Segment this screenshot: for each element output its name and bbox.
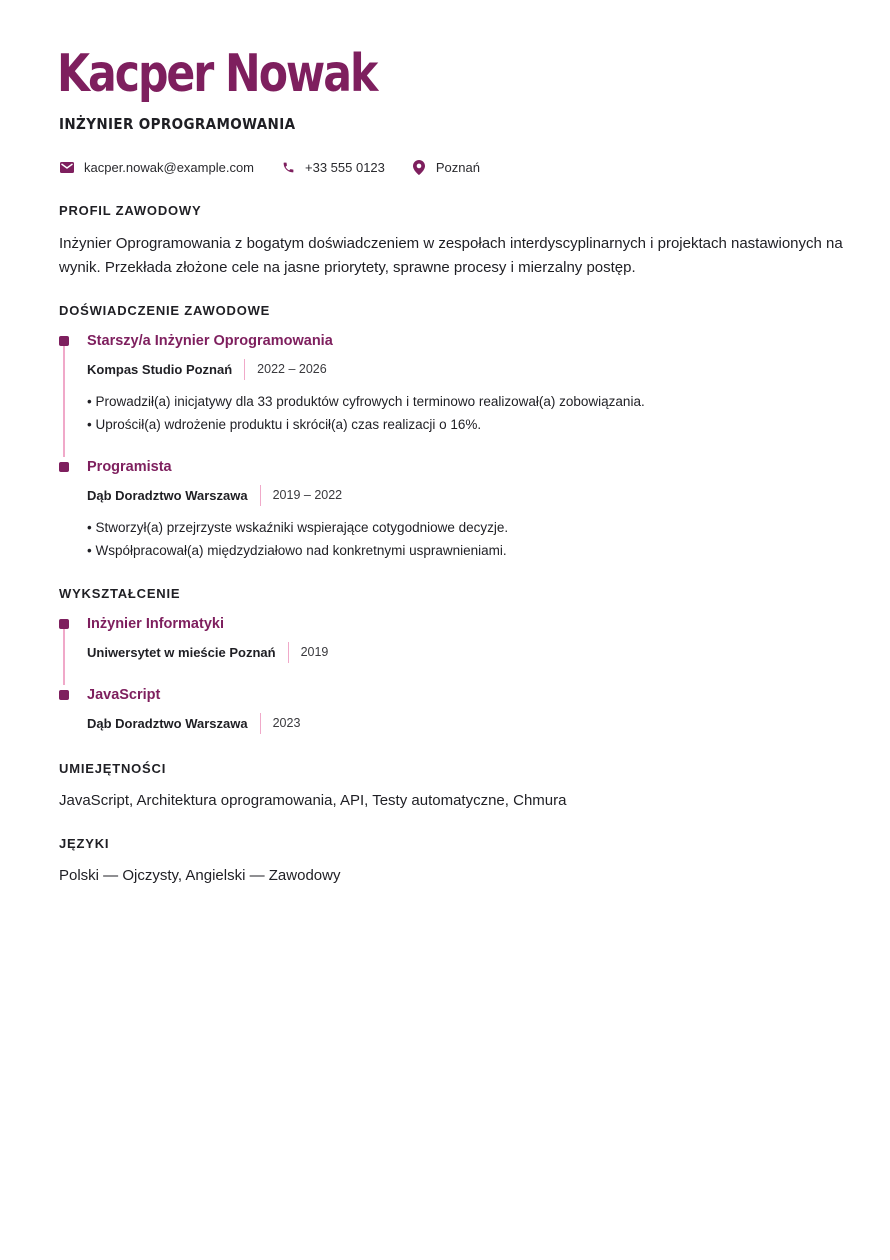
candidate-name: Kacper Nowak bbox=[57, 44, 377, 104]
education-timeline bbox=[59, 614, 849, 733]
contact-location-text: Poznań bbox=[435, 159, 480, 175]
job-bullet: • Współpracował(a) międzydziałowo nad konkretnymi usprawnieniami. bbox=[87, 542, 507, 558]
experience-section bbox=[59, 303, 849, 562]
job-bullets bbox=[87, 391, 849, 436]
section-title: JĘZYKI bbox=[59, 836, 110, 851]
languages-text: Polski — Ojczysty, Angielski — Zawodowy bbox=[59, 867, 341, 884]
phone-icon bbox=[280, 159, 296, 175]
education-meta bbox=[87, 713, 849, 733]
profile-text: Inżynier Oprogramowania z bogatym doświadczeniem w zespołach interdyscyplinarnych i projektach nastawionych na wynik. Przekłada złożone cele na jasne priorytety, sprawne procesy i mierzalny postęp. bbox=[59, 235, 843, 276]
profile-section bbox=[59, 203, 849, 280]
envelope-icon bbox=[59, 159, 75, 175]
timeline-line bbox=[63, 629, 65, 685]
section-title: UMIEJĘTNOŚCI bbox=[59, 761, 167, 776]
job-bullet: • Uprościł(a) wdrożenie produktu i skrócił(a) czas realizacji o 16%. bbox=[87, 416, 482, 432]
school-name: Dąb Doradztwo Warszawa bbox=[87, 715, 248, 731]
section-title: PROFIL ZAWODOWY bbox=[59, 203, 202, 218]
contact-phone[interactable] bbox=[280, 159, 385, 175]
map-pin-icon bbox=[411, 159, 427, 175]
meta-divider bbox=[260, 713, 261, 734]
section-title: WYKSZTAŁCENIE bbox=[59, 586, 181, 601]
degree-title: Inżynier Informatyki bbox=[87, 616, 224, 632]
job-bullet: • Prowadził(a) inicjatywy dla 33 produktów cyfrowych i terminowo realizował(a) zobowiązania. bbox=[87, 394, 645, 409]
education-section bbox=[59, 586, 849, 733]
experience-entry bbox=[59, 331, 849, 457]
skills-section bbox=[59, 761, 849, 812]
skills-text: JavaScript, Architektura oprogramowania, API, Testy automatyczne, Chmura bbox=[59, 792, 567, 809]
education-entry bbox=[59, 685, 849, 733]
job-dates: 2019 – 2022 bbox=[272, 488, 343, 502]
job-bullet: • Stworzył(a) przejrzyste wskaźniki wspierające cotygodniowe decyzje. bbox=[87, 520, 509, 535]
timeline-marker bbox=[59, 336, 69, 346]
contact-bar bbox=[59, 159, 506, 175]
job-headline: INŻYNIER OPROGRAMOWANIA bbox=[59, 115, 296, 133]
job-title: Starszy/a Inżynier Oprogramowania bbox=[87, 333, 333, 349]
section-title: DOŚWIADCZENIE ZAWODOWE bbox=[59, 303, 271, 318]
experience-timeline bbox=[59, 331, 849, 562]
company-name: Kompas Studio Poznań bbox=[87, 361, 233, 377]
contact-email-text: kacper.nowak@example.com bbox=[84, 159, 254, 175]
job-meta bbox=[87, 359, 849, 379]
job-title: Programista bbox=[87, 459, 172, 475]
languages-section bbox=[59, 836, 849, 887]
meta-divider bbox=[244, 359, 245, 380]
contact-email[interactable] bbox=[59, 159, 254, 175]
education-year: 2023 bbox=[272, 716, 301, 730]
timeline-line bbox=[63, 346, 65, 457]
job-dates: 2022 – 2026 bbox=[257, 362, 327, 376]
meta-divider bbox=[260, 485, 261, 506]
education-meta bbox=[87, 642, 849, 662]
school-name: Uniwersytet w mieście Poznań bbox=[87, 644, 276, 660]
contact-phone-text: +33 555 0123 bbox=[305, 159, 385, 175]
degree-title: JavaScript bbox=[87, 687, 161, 703]
timeline-marker bbox=[59, 619, 69, 629]
timeline-marker bbox=[59, 462, 69, 472]
timeline-marker bbox=[59, 690, 69, 700]
meta-divider bbox=[288, 642, 289, 663]
education-entry bbox=[59, 614, 849, 685]
contact-location bbox=[411, 159, 480, 175]
experience-entry bbox=[59, 457, 849, 562]
education-year: 2019 bbox=[300, 645, 329, 659]
job-meta bbox=[87, 485, 849, 505]
job-bullets bbox=[87, 517, 849, 562]
company-name: Dąb Doradztwo Warszawa bbox=[87, 487, 248, 503]
